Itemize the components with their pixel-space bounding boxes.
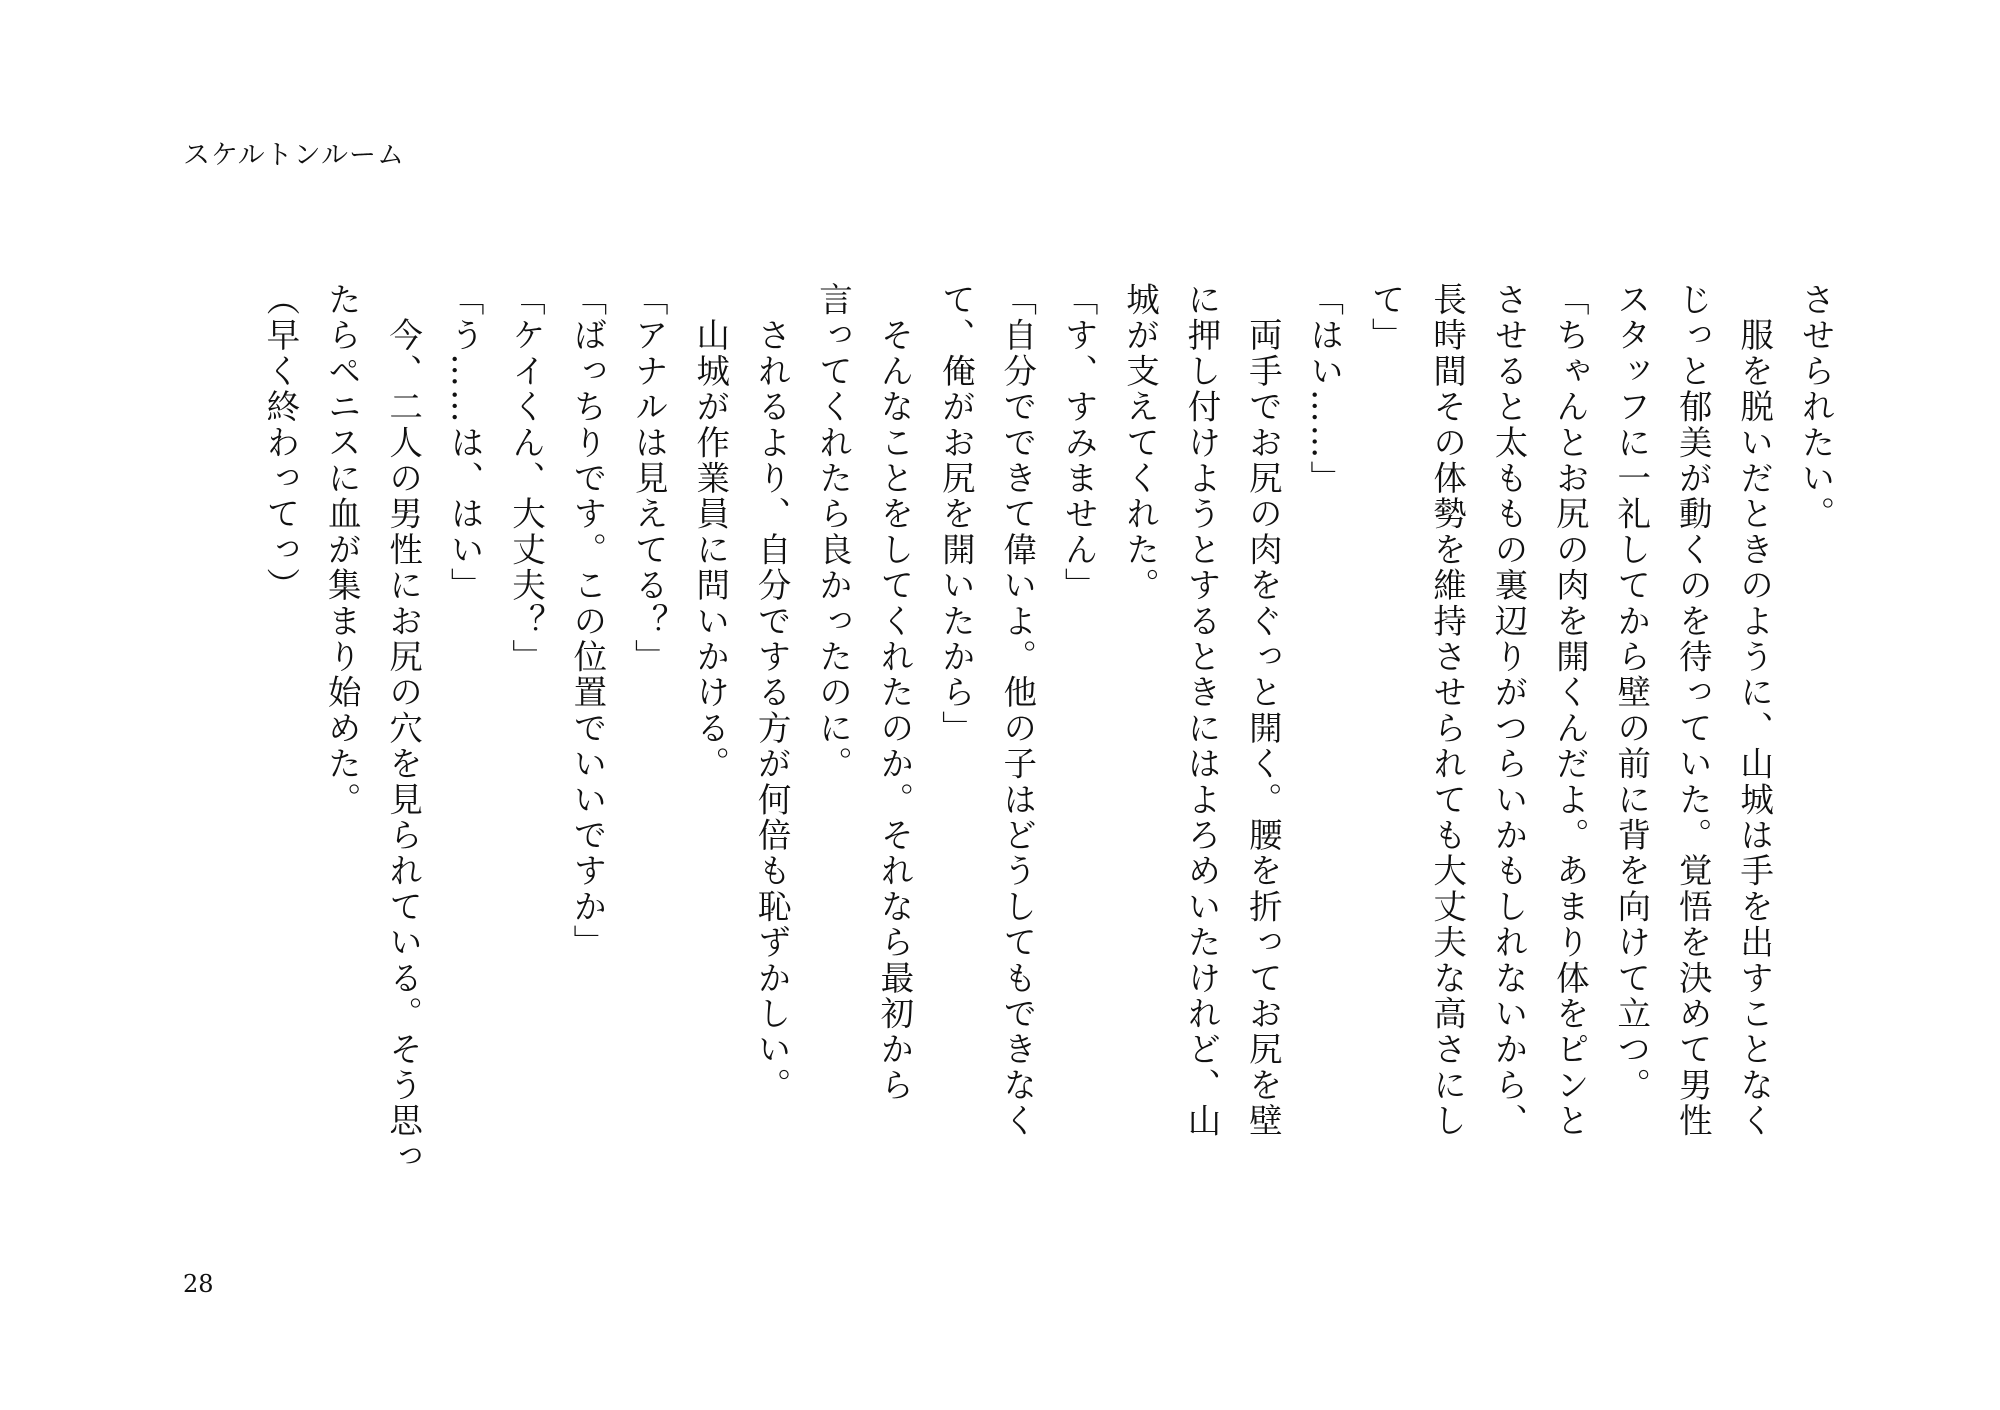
text-line: 城が支えてくれた。: [1120, 282, 1160, 604]
body-text: [246, 282, 1846, 1212]
text-line: 「アナルは見えてる？」: [629, 282, 669, 675]
text-line: されるより、自分でする方が何倍も恥ずかしい。: [752, 282, 792, 1104]
text-line: て、俺がお尻を開いたから」: [936, 282, 976, 747]
text-line: 今、二人の男性にお尻の穴を見られている。そう思っ: [383, 282, 423, 1175]
text-line: 「す、すみません」: [1059, 282, 1099, 604]
text-line: たらペニスに血が集まり始めた。: [322, 282, 362, 818]
page-number: 28: [183, 1270, 214, 1298]
text-line: 「自分でできて偉いよ。他の子はどうしてもできなく: [997, 282, 1037, 1139]
text-line: 「ばっちりです。この位置でいいですか」: [567, 282, 607, 961]
text-line: に押し付けようとするときにはよろめいたけれど、山: [1181, 282, 1221, 1139]
text-line: 「ケイくん、大丈夫？」: [506, 282, 546, 675]
text-line: 長時間その体勢を維持させられても大丈夫な高さにし: [1427, 282, 1467, 1139]
text-line: 服を脱いだときのように、山城は手を出すことなく: [1734, 282, 1774, 1139]
text-line: 山城が作業員に問いかける。: [690, 282, 730, 782]
running-title: スケルトンルーム: [183, 140, 405, 171]
text-line: 言ってくれたら良かったのに。: [813, 282, 853, 782]
text-line: （早く終わってっ）: [260, 282, 300, 604]
text-line: じっと郁美が動くのを待っていた。覚悟を決めて男性: [1673, 282, 1713, 1139]
text-line: スタッフに一礼してから壁の前に背を向けて立つ。: [1611, 282, 1651, 1104]
text-line: 「ちゃんとお尻の肉を開くんだよ。あまり体をピンと: [1550, 282, 1590, 1139]
text-line: 「う……は、はい」: [445, 282, 485, 604]
text-line: させられたい。: [1796, 282, 1835, 532]
text-line: させると太ももの裏辺りがつらいかもしれないから、: [1488, 282, 1528, 1139]
text-line: 両手でお尻の肉をぐっと開く。腰を折ってお尻を壁: [1243, 282, 1283, 1139]
text-line: 「はい……」: [1304, 282, 1344, 497]
text-line: そんなことをしてくれたのか。それなら最初から: [874, 282, 914, 1104]
text-line: て」: [1366, 282, 1406, 354]
